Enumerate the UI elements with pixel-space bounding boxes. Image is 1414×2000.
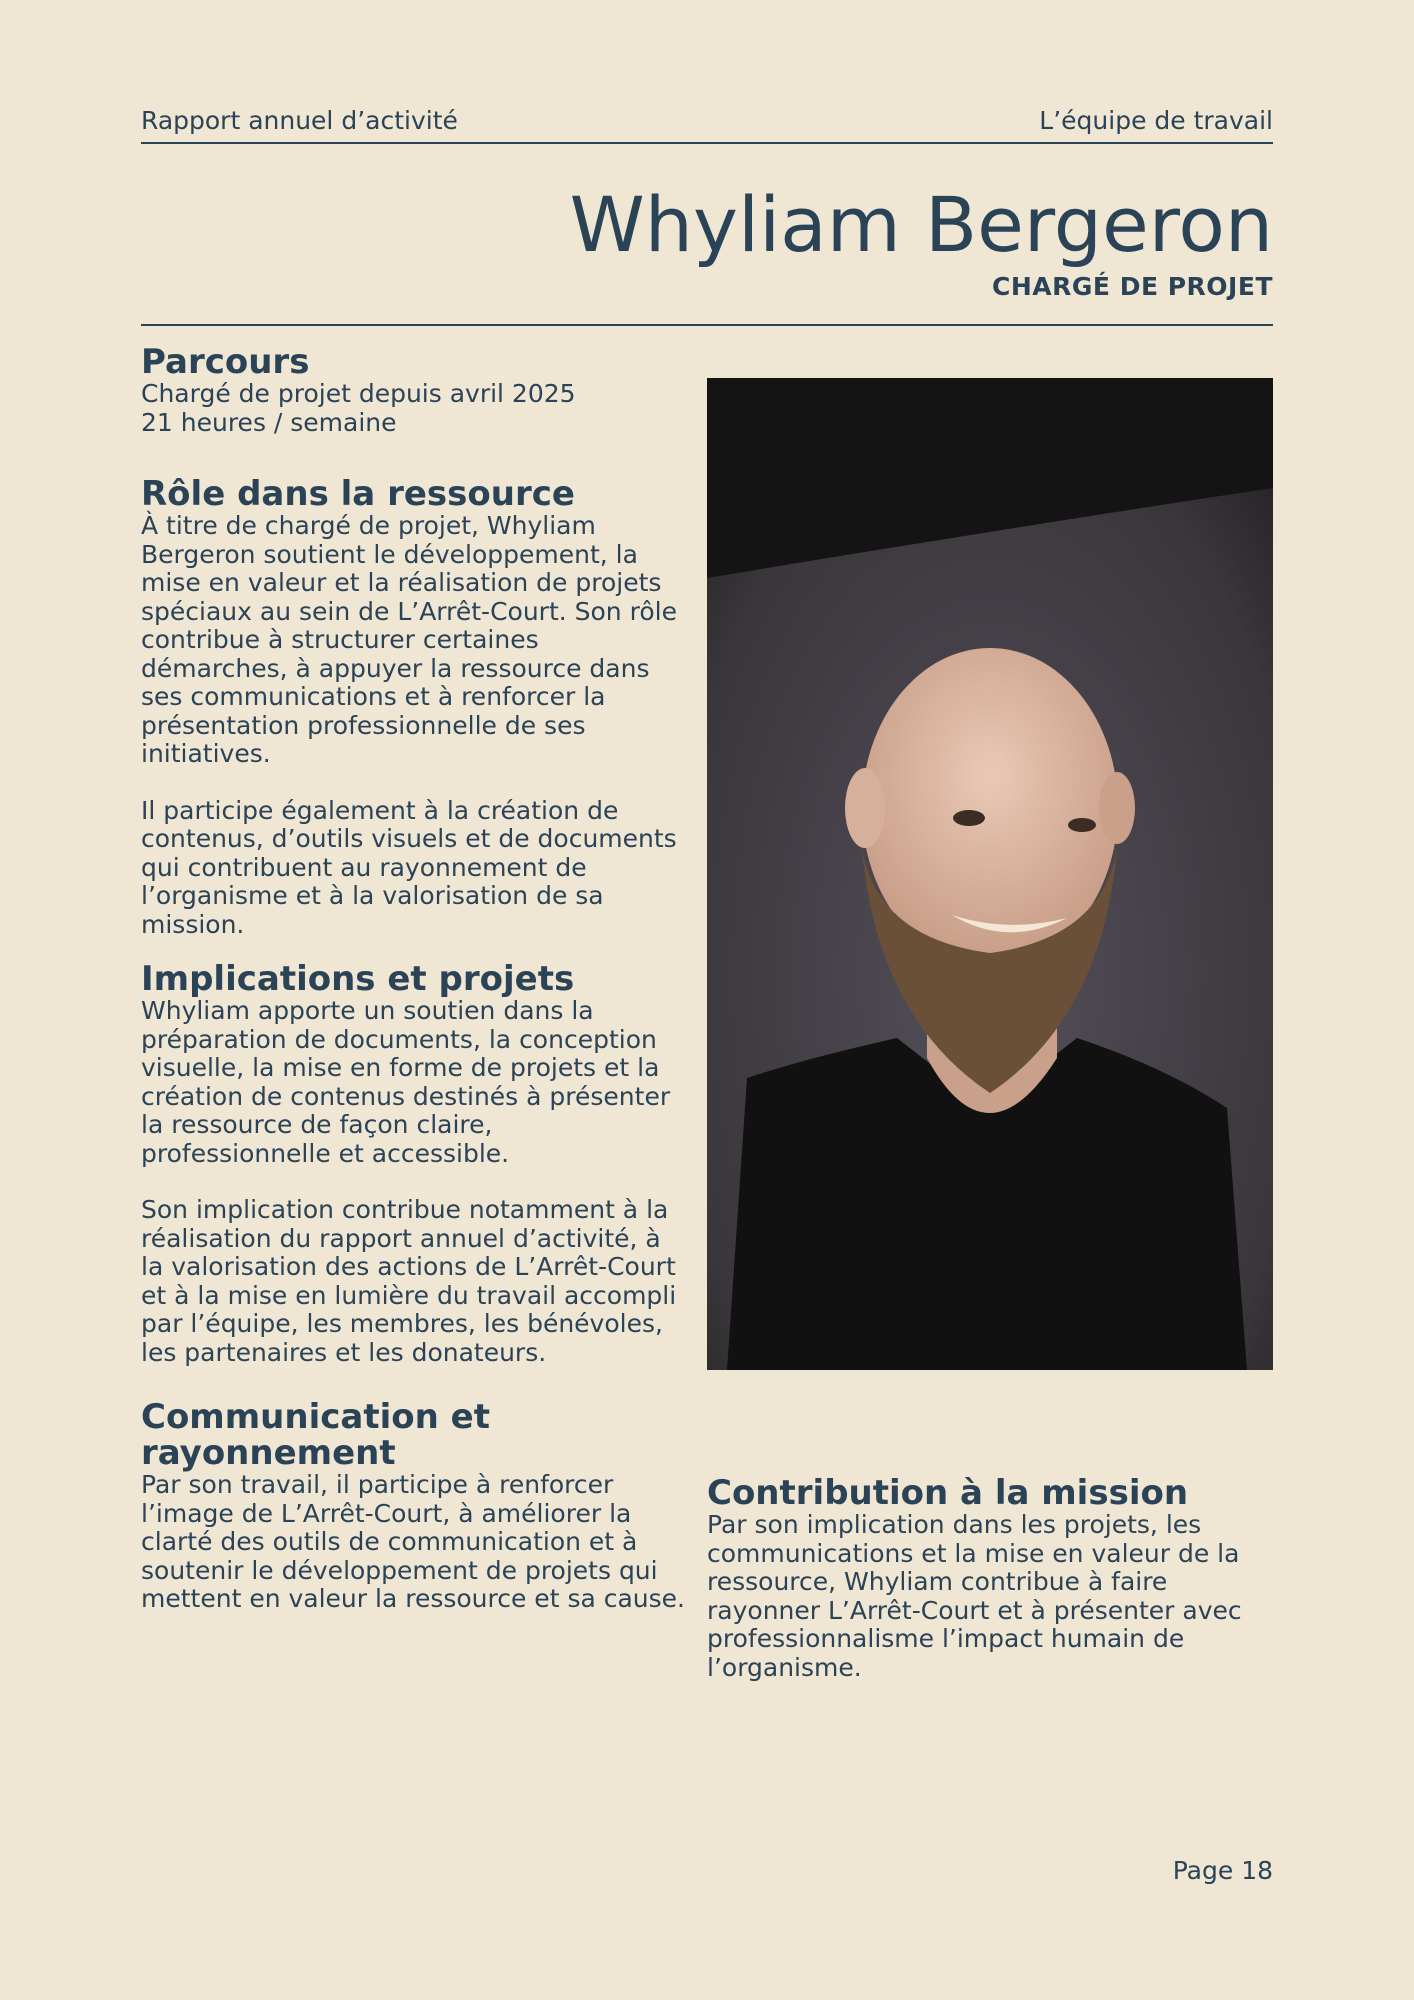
portrait-image <box>707 378 1273 1370</box>
section-communication <box>141 1399 686 1614</box>
left-column <box>141 344 686 1614</box>
running-header <box>141 104 1273 144</box>
section-implications <box>141 961 686 1367</box>
paragraph: Par son implication dans les projets, les communications et la mise en valeur de la ressource, Whyliam contribue à faire rayonner L’Arrêt-Court et à présenter avec professionnalisme l’impact humain de l’organisme. <box>707 1510 1242 1682</box>
section-role <box>141 476 686 939</box>
section-title: Rôle dans la ressource <box>141 474 575 514</box>
header-section-title: L’équipe de travail <box>1039 106 1273 135</box>
parcours-line: 21 heures / semaine <box>141 407 397 437</box>
paragraph: Son implication contribue notamment à la réalisation du rapport annuel d’activité, à la valorisation des actions de L’Arrêt-Court et à la mise en lumière du travail accompli par l’équipe, les membres, les bénévoles, les partenaires et les donateurs. <box>141 1195 677 1367</box>
parcours-line: Chargé de projet depuis avril 2025 <box>141 379 576 408</box>
section-title: Contribution à la mission <box>707 1473 1189 1513</box>
header-report-title: Rapport annuel d’activité <box>141 106 458 135</box>
page-number: Page 18 <box>1172 1856 1273 1885</box>
person-role: CHARGÉ DE PROJET <box>992 272 1273 301</box>
paragraph: Par son travail, il participe à renforcer l’image de L’Arrêt-Court, à améliorer la clarté des outils de communication et à soutenir le développement de projets qui mettent en valeur la ressource et sa cause. <box>141 1470 685 1613</box>
person-name: Whyliam Bergeron <box>569 180 1273 269</box>
paragraph: À titre de chargé de projet, Whyliam Bergeron soutient le développement, la mise en valeur et la réalisation de projets spéciaux au sein de L’Arrêt-Court. Son rôle contribue à structurer certaines démarches, à appuyer la ressource dans ses communications et à renforcer la présentation professionnelle de ses initiatives. <box>141 511 677 768</box>
paragraph: Whyliam apporte un soutien dans la préparation de documents, la conception visuelle, la mise en forme de projets et la création de contenus destinés à présenter la ressource de façon claire, professionnelle et accessible. <box>141 996 671 1168</box>
right-column <box>707 1475 1277 1682</box>
section-title: Communication et rayonnement <box>141 1397 490 1473</box>
title-divider <box>141 324 1273 326</box>
paragraph: Il participe également à la création de contenus, d’outils visuels et de documents qui contribuent au rayonnement de l’organisme et à la valorisation de sa mission. <box>141 795 677 939</box>
portrait-photo <box>707 378 1273 1370</box>
section-contribution <box>707 1475 1277 1682</box>
section-title: Implications et projets <box>141 959 575 999</box>
section-title: Parcours <box>141 342 310 382</box>
section-parcours <box>141 344 686 437</box>
